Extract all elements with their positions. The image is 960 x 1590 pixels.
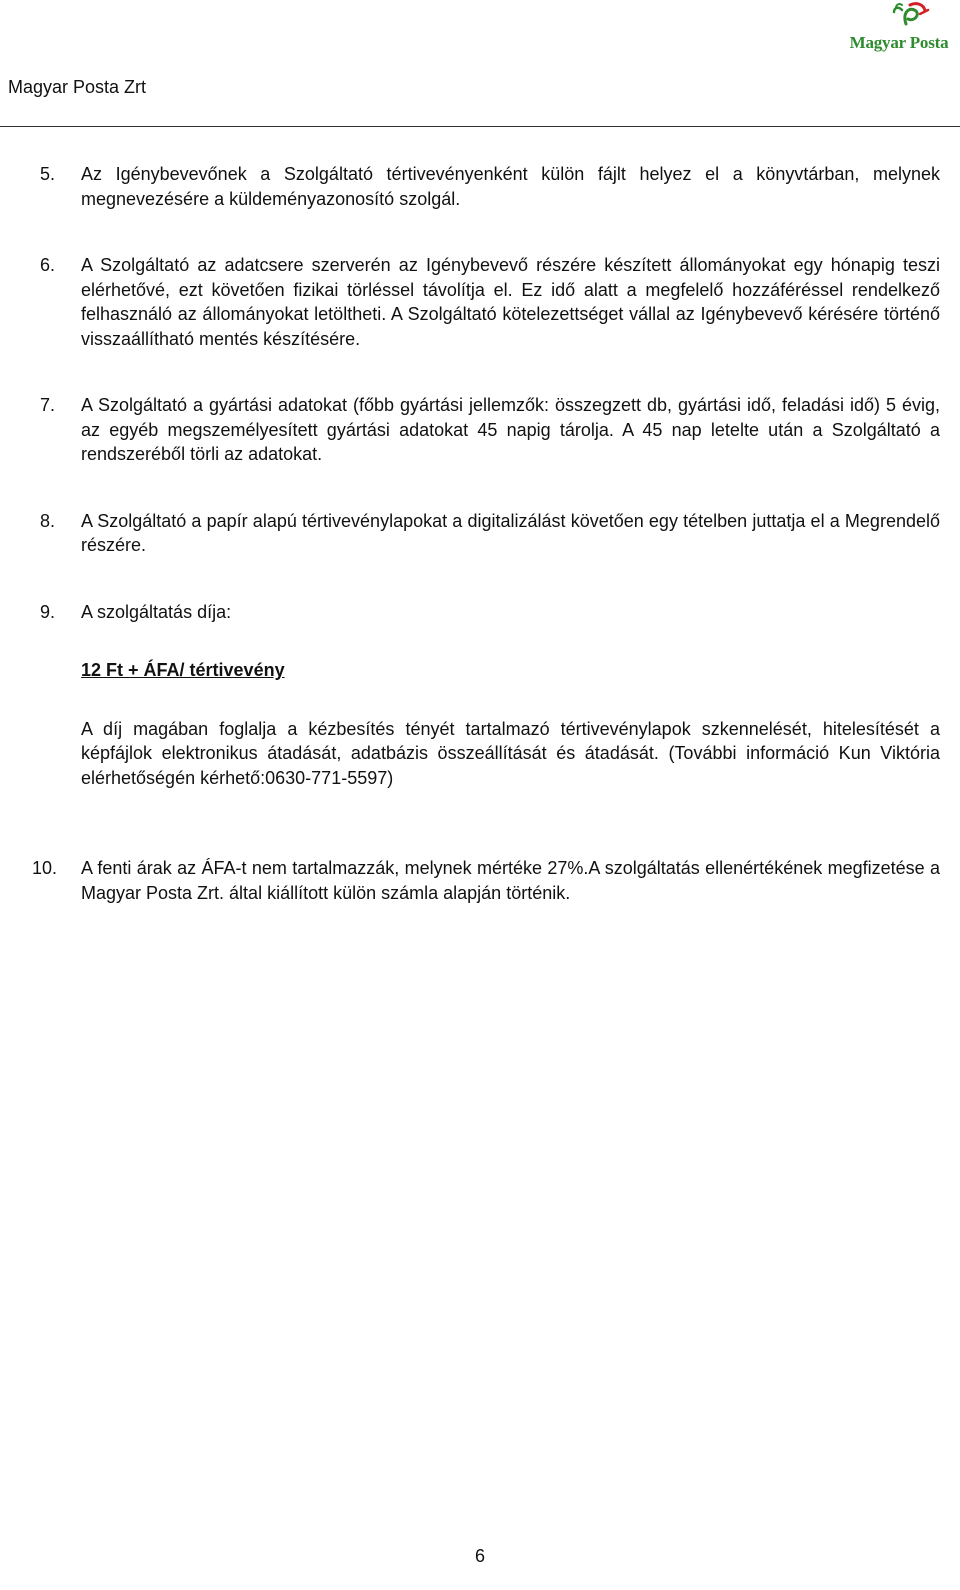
item-text: Az Igénybevevőnek a Szolgáltató tértivevényenként külön fájlt helyez el a könyvtárban, melynek megnevezésére a küldeményazonosító szolgál. — [81, 164, 940, 209]
header-divider — [0, 126, 960, 127]
list-item-6 — [40, 253, 940, 351]
item-number: 9. — [40, 601, 56, 622]
fee-description: A díj magában foglalja a kézbesítés tényét tartalmazó tértivevénylapok szkennelését, hitelesítését a képfájlok elektronikus átadását, adatbázis összeállítását és átadását. (További információ Kun Viktória elérhetőségén kérhető:0630-771-5597) — [81, 718, 940, 788]
spacer — [40, 211, 940, 253]
logo-text: Magyar Posta — [849, 33, 949, 52]
item-number: 5. — [40, 164, 56, 184]
list-item-9 — [40, 600, 940, 791]
list-item-10 — [32, 856, 940, 905]
item-text: A Szolgáltató a papír alapú tértivevénylapokat a digitalizálást követően egy tételben juttatja el a Megrendelő részére. — [81, 510, 940, 555]
spacer — [40, 351, 940, 393]
list-item-7 — [40, 393, 940, 467]
posthorn-icon — [844, 2, 954, 36]
company-name: Magyar Posta Zrt — [8, 77, 147, 97]
spacer — [40, 790, 940, 856]
item-text: A Szolgáltató az adatcsere szerverén az Igénybevevő részére készített állományokat egy hónapig teszi elérhetővé, ezt követően fizikai törléssel távolítja el. Ez idő alatt a megfelelő hozzáféréssel rendelkező felhasználó az állományokat letöltheti. A Szolgáltató kötelezettséget vállal az Igénybevevő kérésére történő visszaállítható mentés készítésére. — [81, 255, 940, 349]
item-text: A szolgáltatás díja: — [81, 601, 232, 622]
item-text: A Szolgáltató a gyártási adatokat (főbb gyártási jellemzők: összegzett db, gyártási idő, feladási idő) 5 évig, az egyéb megszemélyesített gyártási adatokat 45 napig tárolja. A 45 nap letelte után a Szolgáltató a rendszeréből törli az adatokat. — [81, 395, 940, 464]
item-number: 7. — [40, 395, 56, 415]
service-price: 12 Ft + ÁFA/ tértivevény — [81, 660, 285, 680]
page-header — [0, 0, 960, 130]
item-number: 8. — [40, 510, 56, 531]
item-number: 6. — [40, 255, 56, 275]
item-text: A fenti árak az ÁFA-t nem tartalmazzák, melynek mértéke 27%.A szolgáltatás ellenértékének megfizetése a Magyar Posta Zrt. által kiállított külön számla alapján történik. — [81, 858, 940, 903]
spacer — [40, 558, 940, 600]
page-number: 6 — [474, 1546, 485, 1566]
magyar-posta-logo — [844, 2, 954, 68]
list-item-8 — [40, 509, 940, 558]
item-number: 10. — [32, 858, 58, 878]
list-item-5 — [40, 162, 940, 211]
spacer — [40, 467, 940, 509]
document-body — [32, 162, 940, 905]
